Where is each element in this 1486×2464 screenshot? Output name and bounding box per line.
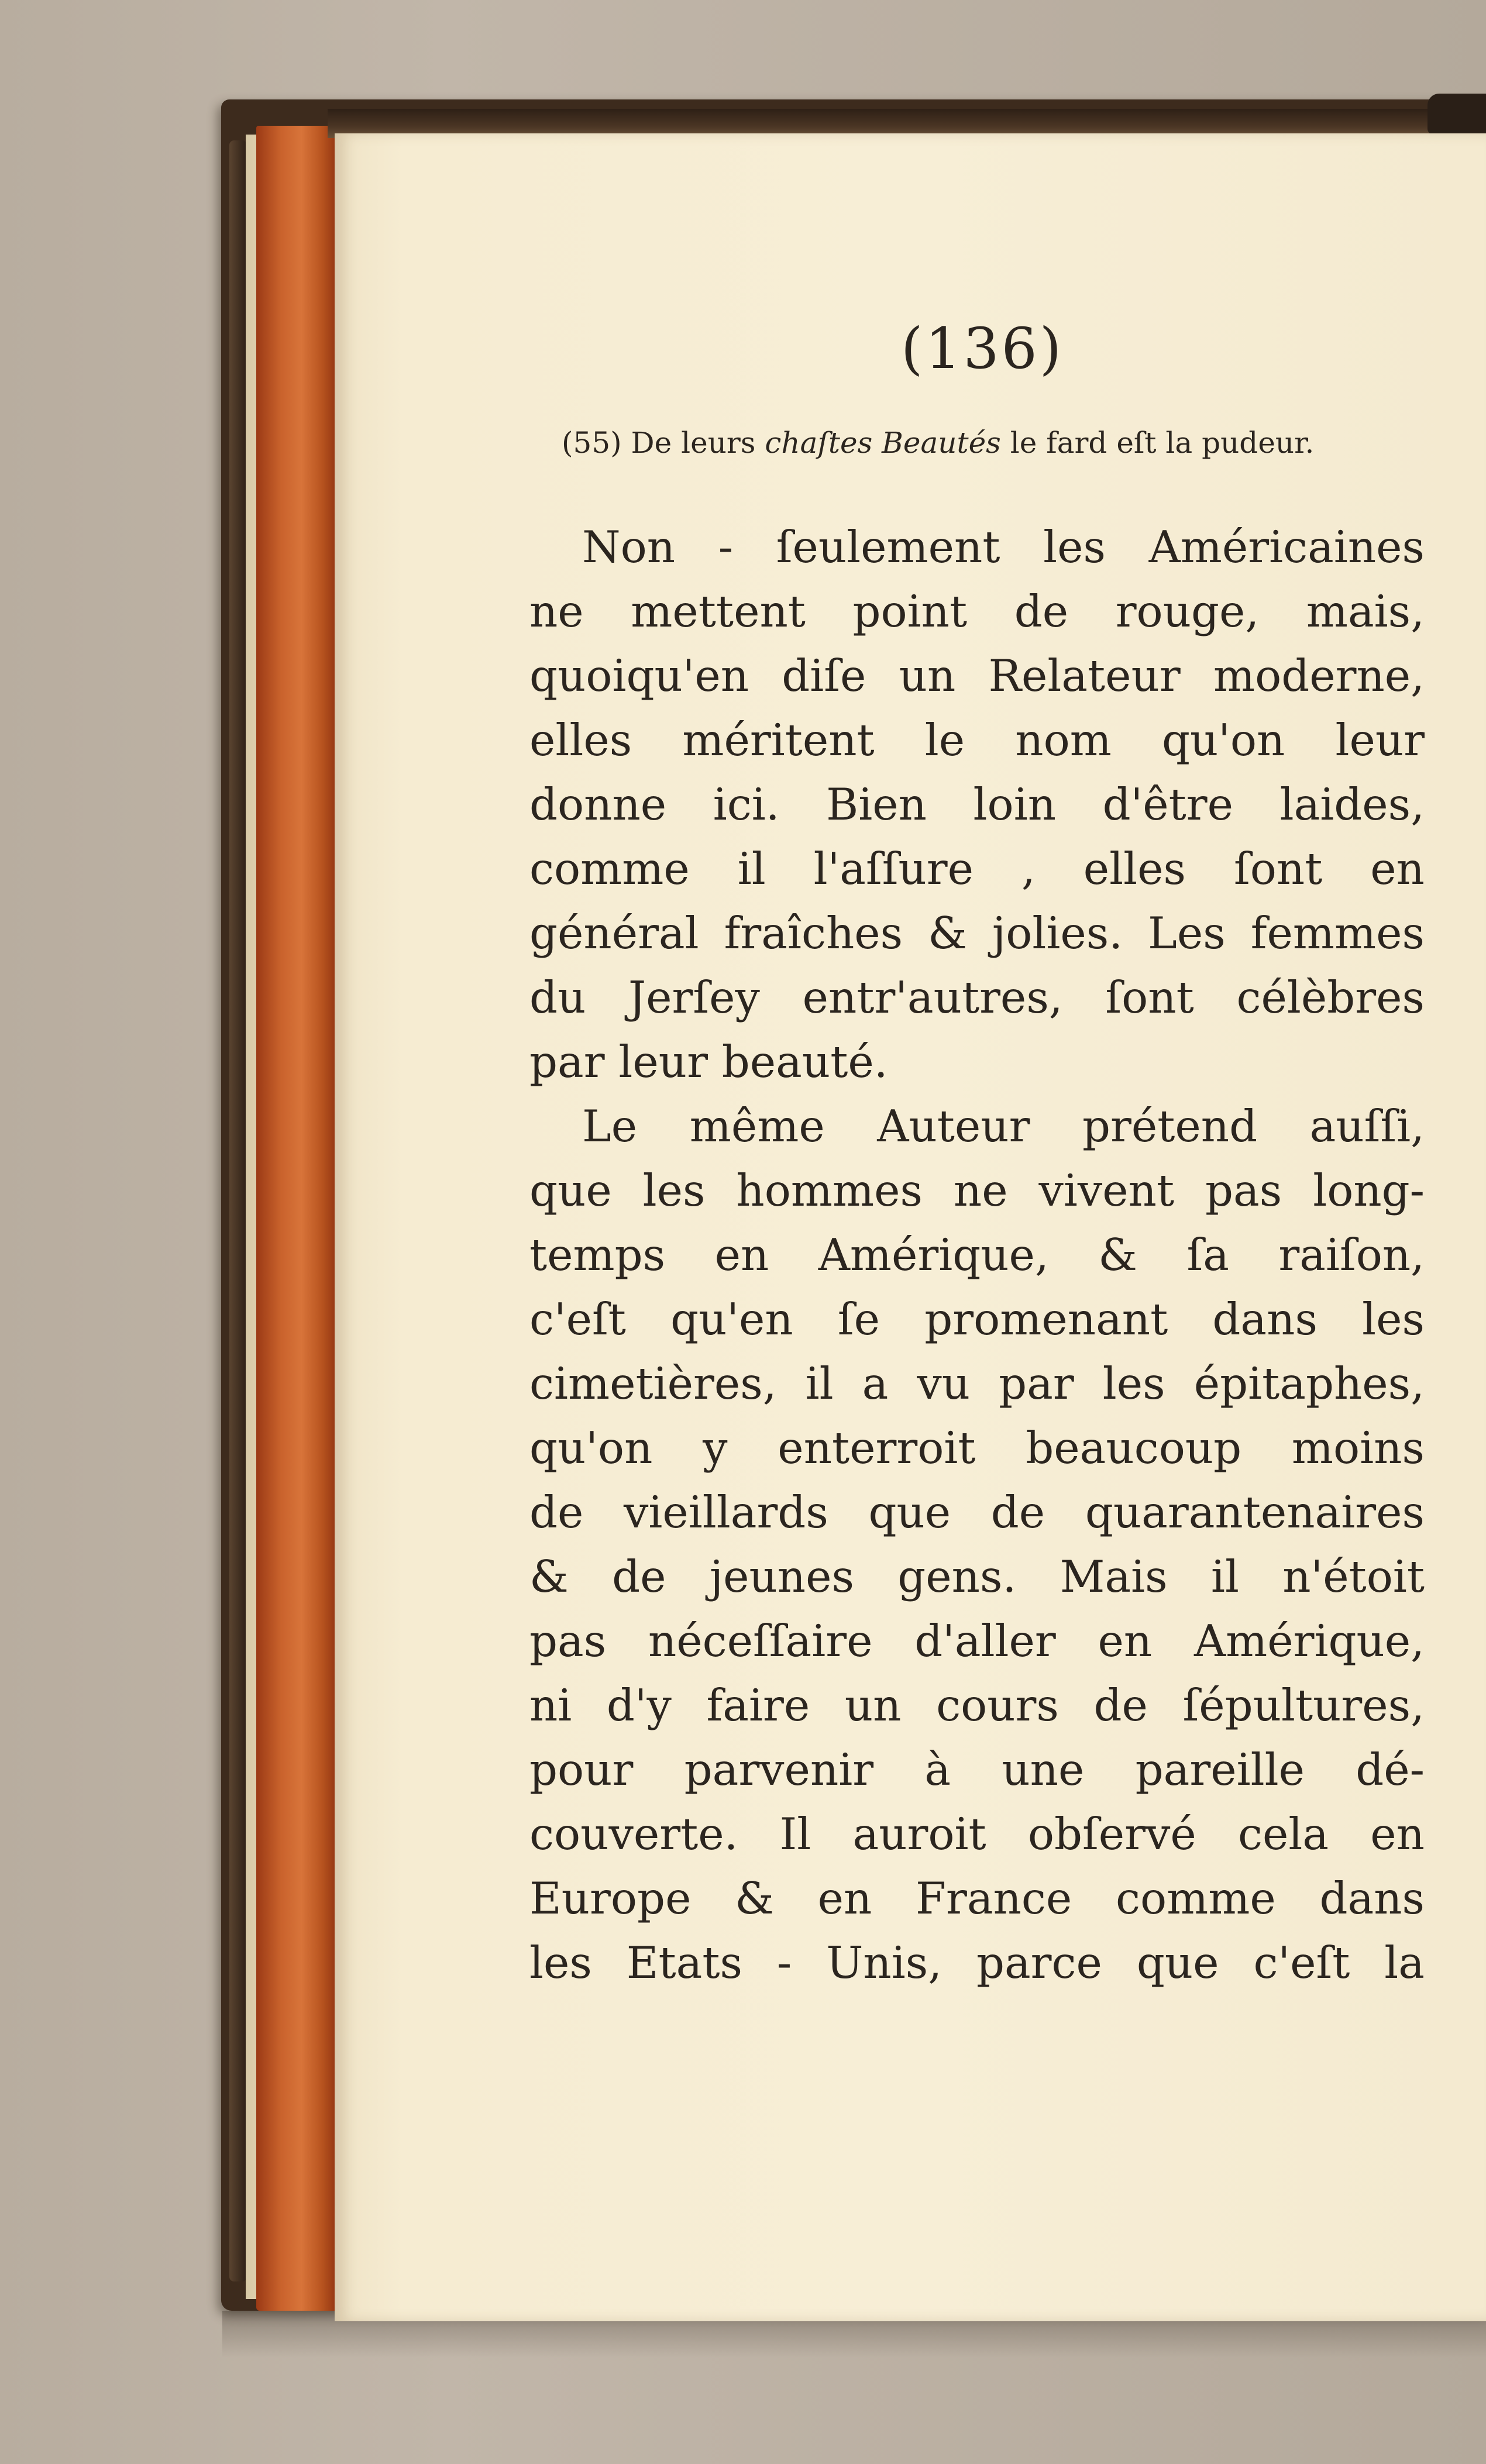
text-line: de vieillards que de quarantenaires	[529, 1486, 1425, 1538]
text-line: ni d'y faire un cours de ſépultures,	[529, 1680, 1425, 1731]
text-line: pas néceſſaire d'aller en Amérique,	[529, 1615, 1425, 1667]
text-line: c'eſt qu'en ſe promenant dans les	[529, 1293, 1425, 1345]
text-line: cimetières, il a vu par les épitaphes,	[529, 1358, 1425, 1409]
footnote-text-end: le fard eſt la pudeur.	[1010, 426, 1315, 460]
text-line: Europe & en France comme dans	[529, 1873, 1425, 1924]
text-line: comme il l'aſſure , elles ſont en	[529, 843, 1425, 894]
text-line: Non - ſeulement les Américaines	[582, 521, 1425, 573]
text-line: & de jeunes gens. Mais il n'étoit	[529, 1551, 1425, 1602]
text-line: les Etats - Unis, parce que c'eſt la	[529, 1937, 1425, 1988]
text-line: général fraîches & jolies. Les femmes	[529, 907, 1425, 959]
text-line: quoiqu'en diſe un Relateur moderne,	[529, 650, 1425, 701]
footnote-marker: (55)	[562, 426, 622, 460]
text-line: ne mettent point de rouge, mais,	[529, 586, 1425, 637]
text-line: elles méritent le nom qu'on leur	[529, 714, 1425, 766]
text-line: temps en Amérique, & ſa raiſon,	[529, 1229, 1425, 1281]
text-line: Le même Auteur prétend auſſi,	[582, 1100, 1425, 1152]
text-line: donne ici. Bien loin d'être laides,	[529, 779, 1425, 830]
cover-clasp	[1427, 94, 1486, 135]
footnote-text-start: De leurs	[631, 426, 756, 460]
book-spine-edge	[229, 140, 247, 2281]
body-text	[529, 515, 1425, 1995]
text-line: couverte. Il auroit obſervé cela en	[529, 1808, 1425, 1860]
red-page-edge	[256, 126, 338, 2311]
text-line: pour parvenir à une pareille dé-	[529, 1744, 1425, 1795]
text-line: que les hommes ne vivent pas long-	[529, 1165, 1425, 1216]
text-line: par leur beauté.	[529, 1036, 888, 1088]
page-number: (136)	[901, 316, 1064, 381]
text-line: qu'on y enterroit beaucoup moins	[529, 1422, 1425, 1474]
footnote-text-italic: chaſtes Beautés	[765, 426, 1001, 460]
footnote	[562, 426, 1410, 460]
text-line: du Jerſey entr'autres, ſont célèbres	[529, 972, 1425, 1023]
